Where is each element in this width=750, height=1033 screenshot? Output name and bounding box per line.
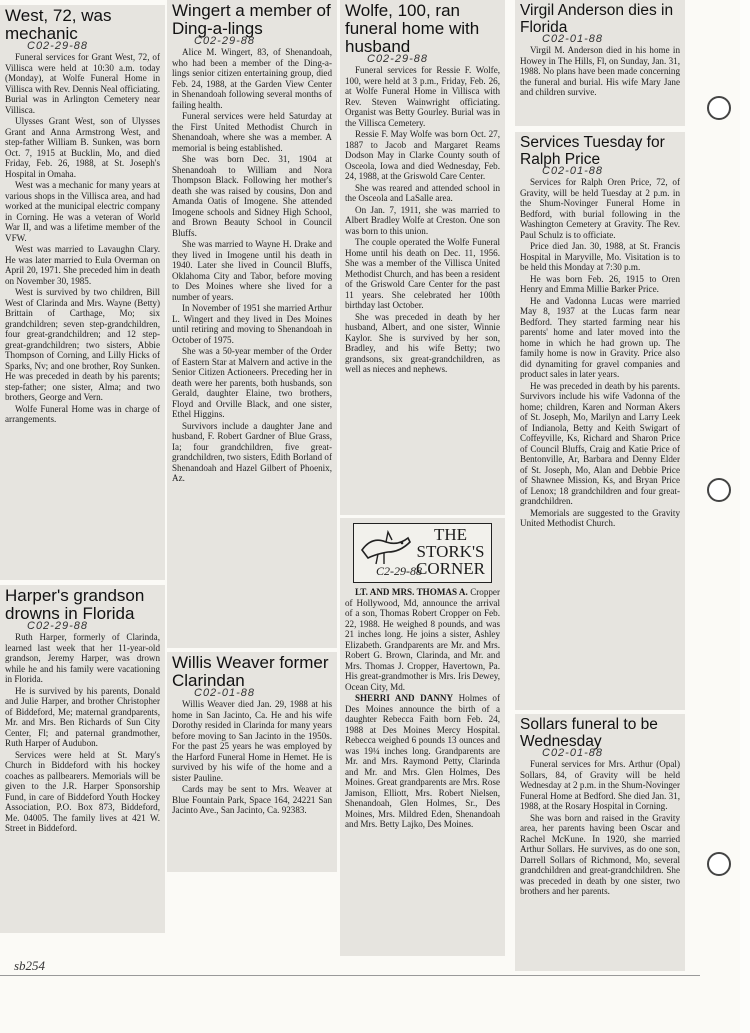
headline: Wolfe, 100, ran funeral home with husband: [345, 1, 480, 56]
clipping-harper: [0, 585, 165, 933]
paragraph: Survivors include a daughter Jane and husband, F. Robert Gardner of Blue Grass, Ia; four grandchildren, five great-grandchildren, two sisters, Edith Borland of Shenandoah and Hazel Gilbert of Phoenix, Az.: [172, 420, 332, 483]
paragraph: He and Vadonna Lucas were married May 8, 1937 at the Lucas farm near Bedford. They started farming near his parents' home and later moved into the home in which he had grown up. The family home is now in Gravity. Price also did dynamiting for gravel companies and product sales in later years.: [520, 295, 680, 379]
clipping-wolfe: [340, 0, 505, 515]
clipping-sollars: [515, 714, 685, 971]
paragraph: He was preceded in death by his parents. Survivors include his wife Vadonna of the home; children, Karen and Norman Akers of St. Joseph, Mo, Marilyn and Larry Leek of Indianola, Betty and Keith Swigart of Coffeyville, Ks, Richard and Sharon Price of Council Bluffs, Craig and Katie Price of Bentonville, Ar, Barbara and Denny Elder of St. Joseph, Mo, Alan and Debbie Price of Shawnee Mission, Ks, and Bryan Price of Lenox; 18 grandchildren and four great-grandchildren.: [520, 380, 680, 506]
storks-corner-title: THE STORK'S CORNER: [416, 525, 485, 578]
paragraph: She was married to Wayne H. Drake and they lived in Imogene until his death in 1940. Later she lived in Council Bluffs, Oklahoma City and Tabor, before moving to Des Moines where she lived for a number of years.: [172, 239, 332, 302]
binder-hole: [707, 96, 731, 120]
paragraph: West was a mechanic for many years at various shops in the Villisca area, and had worked at the municipal electric company in Corning. He was a veteran of World War II, and was a lifetime member of the VFW.: [5, 180, 160, 243]
clipping-anderson: [515, 0, 685, 126]
binder-hole: [707, 478, 731, 502]
paragraph: Funeral services for Grant West, 72, of Villisca were held at 10:30 a.m. today (Monday), at Wolfe Funeral Home in Villisca with Rev. Dennis Neal officiating. Burial was in Arlington Cemetery near Villisca.: [5, 52, 160, 115]
headline: Harper's grandson drowns in Florida: [5, 586, 145, 623]
stork-icon: [358, 528, 414, 568]
paragraph: West is survived by two children, Bill West of Clarinda and Mrs. Wayne (Betty) Brittain of Carthage, Mo; six grandchildren; seven step-grandchildren, four great-grandchildren; and 12 step-great-grandchildren; two sisters, Abbie Thompson of Corning, and Lilly Hicks of Sparks, Nv; and one brother, Roy Sunken. He was preceded in death by his parents; step-father; one sister, Alma; and two brothers, George and Vern.: [5, 287, 160, 402]
paragraph: She was born and raised in the Gravity area, her parents having been Oscar and Rachel McKune. In 1920, she married Arthur Sollars. He survives, as do one son, Darrell Sollars of Richmond, Mo, several grandchildren and great-grandchildren. She was preceded in death by one sister, two brothers and her parents.: [520, 812, 680, 896]
headline: Wingert a member of Ding-a-lings: [172, 1, 331, 38]
date-stamp: C02-01-88: [194, 687, 255, 699]
date-stamp: C02-01-88: [542, 165, 603, 177]
paragraph: On Jan. 7, 1911, she was married to Albert Bradley Wolfe at Creston. One son was born to this union.: [345, 204, 500, 236]
date-stamp: C02-01-88: [542, 33, 603, 45]
paragraph: Funeral services for Ressie F. Wolfe, 100, were held at 3 p.m., Friday, Feb. 26, at Wolfe Funeral Home in Villisca with Rev. Steven Wainwright officiating. Organist was Betty Gourley. Burial was in the Villisca Cemetery.: [345, 65, 500, 128]
page-edge: [0, 975, 700, 976]
headline: West, 72, was mechanic: [5, 6, 112, 43]
date-stamp: C02-29-88: [27, 620, 88, 632]
paragraph: Services were held at St. Mary's Church in Biddeford with his hockey coaches as pallbearers. Memorials will be given to the J.R. Harper Sponsorship Fund, in care of Biddeford Youth Hockey Association, P.O. Box 873, Biddeford, Me. 04005. The family lives at 421 W. Street in Biddeford.: [5, 749, 160, 833]
paragraph: Virgil M. Anderson died in his home in Howey in The Hills, Fl, on Sunday, Jan. 31, 1988. No plans have been made concerning the funeral and burial. His wife Mary Jane and children survive.: [520, 45, 680, 97]
paragraph: She was preceded in death by her husband, Albert, and one sister, Winnie Kaylor. She is survived by her son, Bradley, and his wife Betty; two grandsons, six great-grandchildren, as well as nieces and nephews.: [345, 311, 500, 374]
paragraph: In November of 1951 she married Arthur L. Wingert and they lived in Des Moines until retiring and moving to Shenandoah in October of 1975.: [172, 303, 332, 345]
paragraph: Cards may be sent to Mrs. Weaver at Blue Fountain Park, Space 164, 24221 San Jacinto Ave., San Jacinto, Ca. 92383.: [172, 784, 332, 815]
paragraph: Funeral services for Mrs. Arthur (Opal) Sollars, 84, of Gravity will be held Wednesday at 2 p.m. in the Shum-Novinger Funeral Home at Bedford. She died Jan. 31, 1988, at the Rosary Hospital in Corning.: [520, 759, 680, 811]
clipping-wingert: [167, 0, 337, 648]
binder-hole: [707, 852, 731, 876]
paragraph: Memorials are suggested to the Gravity United Methodist Church.: [520, 507, 680, 528]
paragraph: LT. AND MRS. THOMAS A. Cropper of Hollywood, Md, announce the arrival of a son, Thomas Robert Cropper on Feb. 22, 1988. He weighed 8 pounds, and was 21 inches long. He joins a sister, Ashley Elizabeth. Grandparents are Mr. and Mrs. Robert G. Brown, Clarinda, and Mr. and Mrs. Thomas J. Cropper, Havertown, Pa. His great-grandmother is Mrs. Iris Dewey, Ocean City, Md.: [345, 587, 500, 692]
clipping-price: [515, 132, 685, 710]
paragraph: The couple operated the Wolfe Funeral Home until his death on Dec. 11, 1956. She was a member of the Villisca United Methodist Church, and has been a resident of the Griswold Care Center for the past 11 years. She celebrated her 100th birthday last October.: [345, 237, 500, 310]
headline: Virgil Anderson dies in Florida: [520, 2, 674, 36]
storks-corner-banner: [353, 523, 492, 583]
paragraph: Alice M. Wingert, 83, of Shenandoah, who had been a member of the Ding-a-lings senior citizen entertaining group, died Feb. 24, 1988, at the Garden View Center in Shenandoah following several months of failing health.: [172, 47, 332, 110]
headline: Services Tuesday for Ralph Price: [520, 134, 665, 168]
paragraph: Ruth Harper, formerly of Clarinda, learned last week that her 11-year-old grandson, Jeremy Harper, was drown while he and his family were vacationing in Florida.: [5, 632, 160, 684]
paragraph: Ressie F. May Wolfe was born Oct. 27, 1887 to Jacob and Margaret Reams Dodson May in Clarke County south of Osceola, Iowa and died Wednesday, Feb. 24, 1988, at the Griswold Care Center.: [345, 129, 500, 181]
paragraph: SHERRI AND DANNY Holmes of Des Moines announce the birth of a daughter Rebecca Faith born Feb. 24, 1988 at Des Moines Mercy Hospital. Rebecca weighed 6 pounds 13 ounces and was 19¼ inches long. Grandparents are Mr. and Mrs. Raymond Petty, Clarinda and Mr. and Mrs. Glen Holmes, Des Moines. Great grandparents are Mrs. Rose Jamison, Elliott, Mrs. Robert Nielsen, Shenandoah, Glen Holmes, Sr., Des Moines, Mrs. Mildred Eden, Shenandoah and Mrs. Betty Lajko, Des Moines.: [345, 693, 500, 829]
date-stamp: C02-29-88: [367, 53, 428, 65]
date-stamp: C02-29-88: [194, 35, 255, 47]
paragraph: Wolfe Funeral Home was in charge of arrangements.: [5, 403, 160, 424]
paragraph: She was reared and attended school in the Osceola and LaSalle area.: [345, 182, 500, 203]
clipping-west: [0, 5, 165, 580]
clipping-weaver: [167, 652, 337, 872]
paragraph: Services for Ralph Oren Price, 72, of Gravity, will be held Tuesday at 2 p.m. in the Shum-Novinger Funeral Home in Bedford, with burial following in the Washington Cemetery at Gravity. The Rev. Paul Schulz is to officiate.: [520, 177, 680, 240]
date-stamp: C02-29-88: [27, 40, 88, 52]
margin-note: sb254: [14, 958, 46, 973]
paragraph: Funeral services were held Saturday at the First United Methodist Church in Shenandoah, where she was a member. A memorial is being established.: [172, 111, 332, 153]
paragraph: Price died Jan. 30, 1988, at St. Francis Hospital in Maryville, Mo. Visitation is to be held this Monday at 7:30 p.m.: [520, 241, 680, 272]
headline: Willis Weaver former Clarindan: [172, 653, 329, 690]
date-stamp: C2-29-88: [376, 564, 422, 578]
paragraph: She was born Dec. 31, 1904 at Shenandoah to William and Nora Thompson Black. Following her mother's death she was raised by cousins, Don and Amanda Oatis of Imogene. She attended Imogene schools and Sidney High School, and Brown Beauty School in Council Bluffs.: [172, 154, 332, 238]
paragraph: Ulysses Grant West, son of Ulysses Grant and Anna Armstrong West, and step-father William B. Sunken, was born Oct. 7, 1915 at Bucklin, Mo, and died Friday, Feb. 26, 1988, at St. Joseph's Hospital in Omaha.: [5, 116, 160, 179]
date-stamp: C02-01-88: [542, 747, 603, 759]
headline: Sollars funeral to be Wednesday: [520, 716, 658, 750]
paragraph: She was a 50-year member of the Order of Eastern Star at Malvern and active in the Senior Citizen Actioneers. Preceding her in death were her parents, both husbands, son Gerald, daughter Elaine, two brothers, Floyd and Orville Black, and one sister, Ethel Higgins.: [172, 346, 332, 419]
paragraph: He is survived by his parents, Donald and Julie Harper, and brother Christopher of Biddeford, Me; maternal grandparents, Mr. and Mrs. Ben Richards of Sun City Center, Fl; and paternal grandmother, Ruth Harper of Audubon.: [5, 685, 160, 748]
paragraph: West was married to Lavaughn Clary. He was later married to Eula Overman on April 20, 1971. She preceded him in death on November 30, 1985.: [5, 244, 160, 286]
clipping-storks-corner: [340, 518, 505, 956]
paragraph: He was born Feb. 26, 1915 to Oren Henry and Emma Millie Barker Price.: [520, 273, 680, 294]
paragraph: Willis Weaver died Jan. 29, 1988 at his home in San Jacinto, Ca. He and his wife Dorothy resided in Clarinda for many years before moving to San Jacinto in the 1950s. For the past 25 years he was employed by the Harford Funeral Home in Hemet. He is survived by his wife of the home and a sister Pauline.: [172, 699, 332, 783]
